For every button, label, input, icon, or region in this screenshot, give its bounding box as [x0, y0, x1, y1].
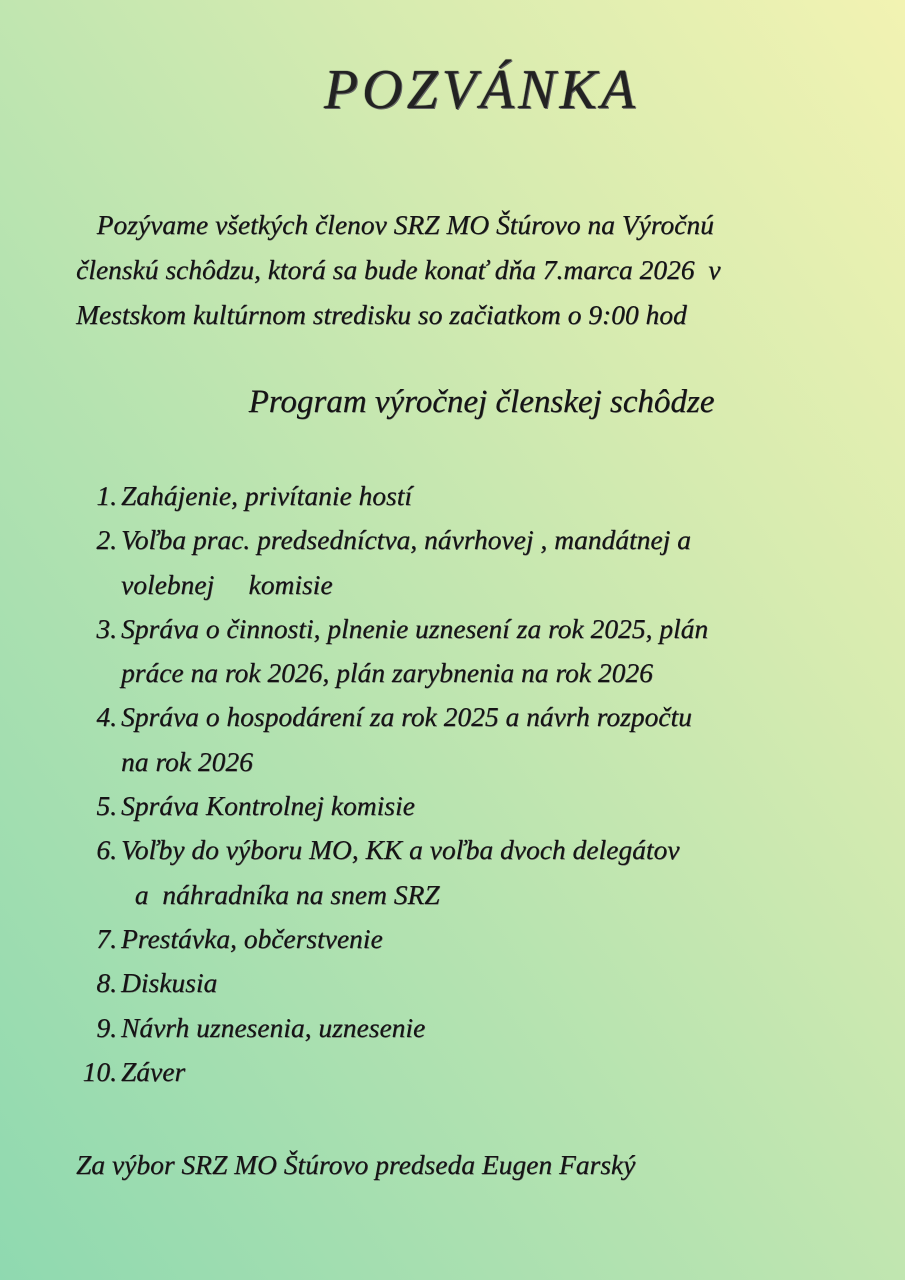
agenda-list [70, 474, 860, 1094]
agenda-item [70, 917, 860, 961]
agenda-item [70, 474, 860, 518]
intro-paragraph [76, 202, 876, 337]
invitation-title: POZVÁNKA [323, 59, 640, 121]
program-heading: Program výročnej členskej schôdze [248, 384, 715, 420]
intro-line: Pozývame všetkých členov SRZ MO Štúrovo na Výročnú [76, 209, 714, 240]
agenda-item [70, 784, 860, 828]
agenda-item-number: 10. [82, 1055, 117, 1087]
signature-line: Za výbor SRZ MO Štúrovo predseda Eugen Farský [76, 1149, 636, 1180]
agenda-item-text: Voľba prac. predsedníctva, návrhovej , mandátnej a [121, 524, 691, 556]
agenda-item-number: 9. [96, 1011, 117, 1043]
agenda-item [70, 1006, 860, 1050]
agenda-item-text: práce na rok 2026, plán zarybnenia na rok 2026 [121, 657, 653, 689]
agenda-item [70, 828, 860, 917]
agenda-item-number: 6. [96, 834, 117, 866]
agenda-item [70, 695, 860, 784]
agenda-item [70, 607, 860, 696]
agenda-item-text: volebnej komisie [121, 568, 333, 600]
agenda-item-text: Prestávka, občerstvenie [121, 922, 383, 954]
agenda-item-text: Správa o hospodárení za rok 2025 a návrh rozpočtu [121, 701, 692, 733]
agenda-item-text: Správa o činnosti, plnenie uznesení za rok 2025, plán [121, 612, 709, 644]
agenda-item-text: Diskusia [121, 967, 218, 999]
agenda-item-text: Voľby do výboru MO, KK a voľba dvoch delegátov [121, 834, 680, 866]
agenda-item [70, 1050, 860, 1094]
agenda-item-text: Návrh uznesenia, uznesenie [121, 1011, 426, 1043]
agenda-item [70, 961, 860, 1005]
agenda-item-number: 3. [96, 612, 117, 644]
agenda-item-number: 5. [96, 790, 117, 822]
agenda-item-text: Záver [121, 1055, 186, 1087]
agenda-item-number: 7. [96, 922, 117, 954]
agenda-item-number: 2. [96, 524, 117, 556]
intro-line: Mestskom kultúrnom stredisku so začiatkom o 9:00 hod [76, 299, 687, 330]
agenda-item-text: Zahájenie, privítanie hostí [121, 480, 413, 511]
intro-line: členskú schôdzu, ktorá sa bude konať dňa 7.marca 2026 v [76, 254, 721, 285]
agenda-item-number: 8. [96, 967, 117, 999]
agenda-item-text: na rok 2026 [121, 745, 253, 777]
agenda-item-text: a náhradníka na snem SRZ [121, 878, 440, 910]
agenda-item-number: 1. [96, 480, 117, 511]
agenda-item [70, 518, 860, 607]
agenda-item-text: Správa Kontrolnej komisie [121, 790, 415, 822]
agenda-item-number: 4. [96, 701, 117, 733]
